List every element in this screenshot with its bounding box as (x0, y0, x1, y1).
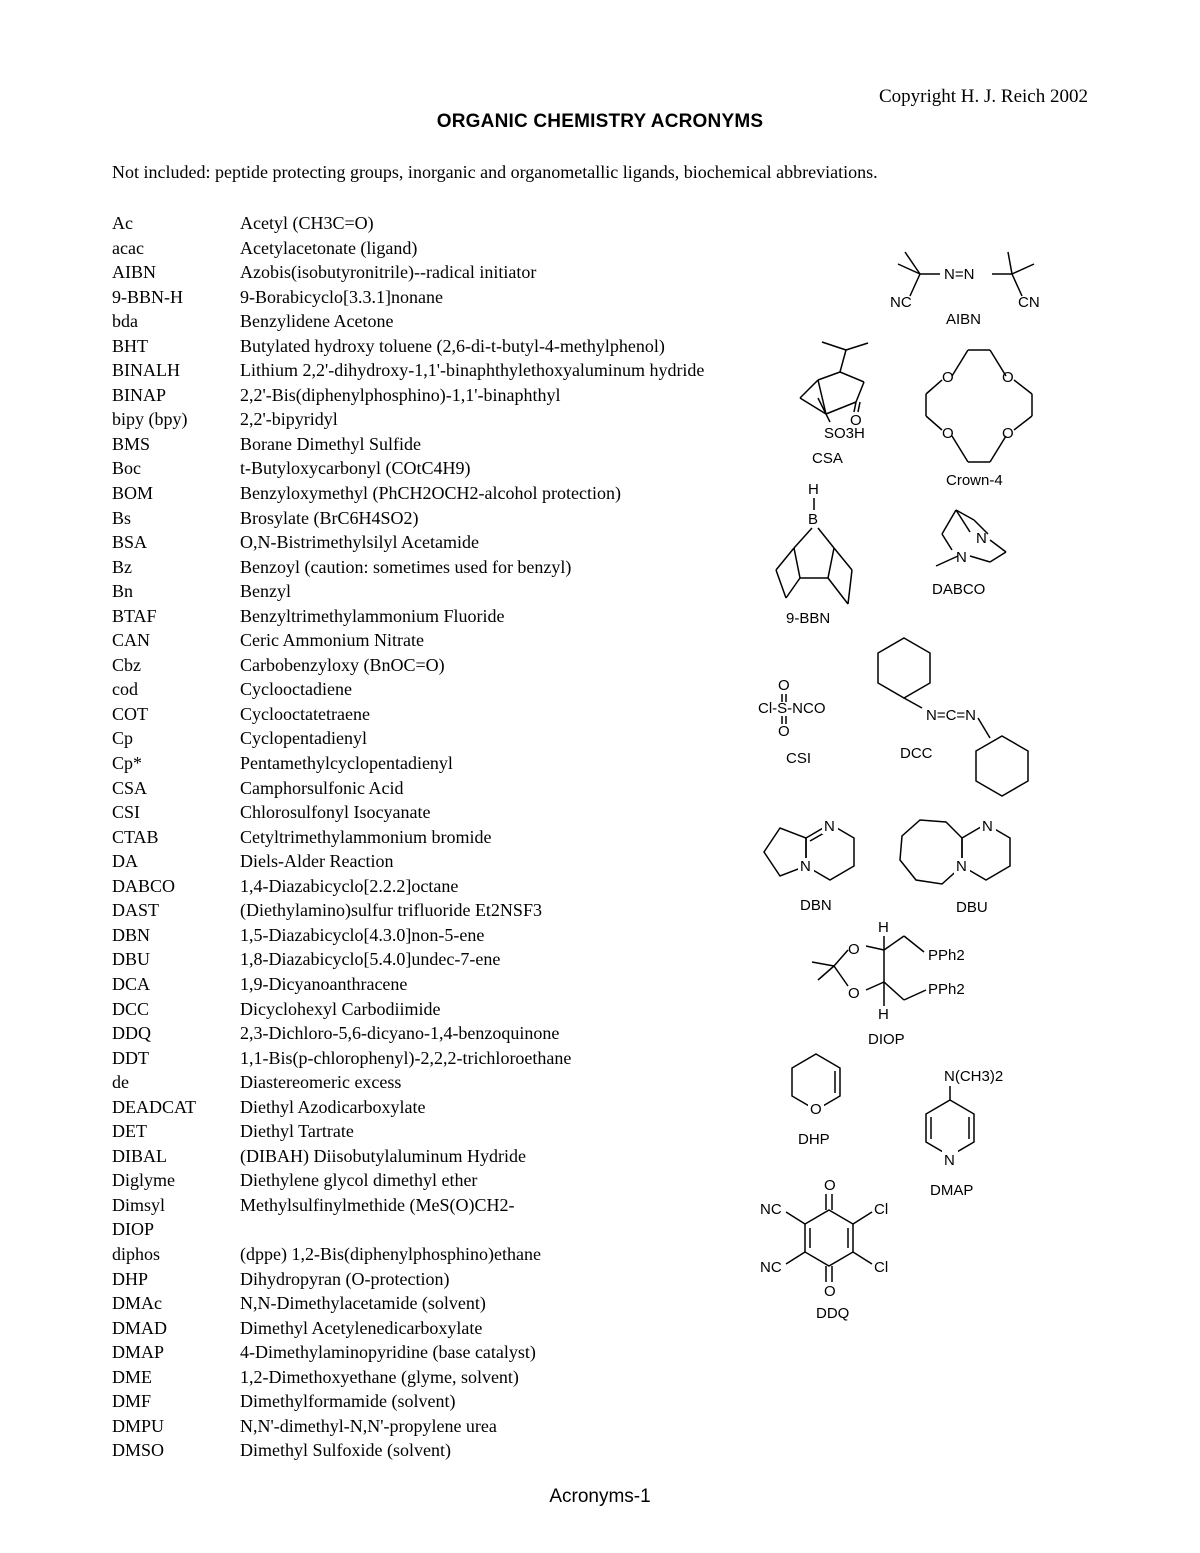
acronym-abbr: CSA (112, 777, 148, 798)
acronym-definition: Dimethyl Acetylenedicarboxylate (240, 1317, 483, 1338)
acronym-definition: 2,2'-bipyridyl (240, 409, 338, 430)
diop-h-top: H (878, 919, 889, 936)
dmap-caption: DMAP (930, 1182, 974, 1199)
bbn-b-label: B (808, 511, 819, 528)
acronym-definition: Diastereomeric excess (240, 1072, 402, 1093)
acronym-definition: Butylated hydroxy toluene (2,6-di-t-butyl-4-methylphenol) (240, 335, 665, 356)
acronym-abbr: DDQ (112, 1023, 151, 1044)
dbu-structure (900, 818, 1010, 916)
dbu-n2: N (956, 858, 967, 875)
diop-pph2-2: PPh2 (928, 981, 965, 998)
acronym-definition: Carbobenzyloxy (BnOC=O) (240, 654, 445, 675)
aibn-nc-label: NC (890, 294, 912, 311)
diop-caption: DIOP (868, 1031, 905, 1048)
csa-caption: CSA (812, 450, 843, 467)
aibn-caption: AIBN (946, 311, 982, 328)
acronym-abbr: Cbz (112, 654, 141, 675)
acronym-definition: 1,2-Dimethoxyethane (glyme, solvent) (240, 1366, 519, 1387)
acronym-definition: (DIBAH) Diisobutylaluminum Hydride (240, 1145, 526, 1166)
acronym-abbr: DMAc (112, 1293, 162, 1314)
crown-o2: O (1002, 369, 1014, 386)
page-footer: Acronyms-1 (549, 1486, 651, 1507)
acronym-definition: Diethylene glycol dimethyl ether (240, 1170, 478, 1191)
acronym-definition: Acetyl (CH3C=O) (240, 213, 374, 233)
acronym-abbr: de (112, 1072, 129, 1093)
acronym-abbr: DBU (112, 949, 151, 970)
crown-o4: O (1002, 425, 1014, 442)
ddq-caption: DDQ (816, 1305, 850, 1322)
acronym-definition: Benzoyl (caution: sometimes used for benzyl) (240, 556, 572, 577)
ddq-structure (760, 1177, 888, 1322)
acronym-abbr: Bs (112, 507, 132, 528)
acronym-definition: Dihydropyran (O-protection) (240, 1268, 450, 1289)
acronym-abbr: DBN (112, 924, 151, 945)
acronym-abbr: DHP (112, 1268, 149, 1289)
acronym-abbr: DAST (112, 900, 160, 921)
acronym-abbr: CAN (112, 630, 151, 651)
acronym-abbr: COT (112, 703, 148, 724)
acronym-abbr: Diglyme (112, 1170, 175, 1191)
acronym-definition: 1,5-Diazabicyclo[4.3.0]non-5-ene (240, 924, 485, 945)
ddq-nc-1: NC (760, 1201, 782, 1218)
acronym-definition: Borane Dimethyl Sulfide (240, 433, 421, 454)
acronym-abbr: DA (112, 851, 138, 872)
acronym-definition: Methylsulfinylmethide (MeS(O)CH2- (240, 1194, 515, 1215)
csi-structure (758, 677, 826, 767)
acronym-abbr: CSI (112, 802, 141, 823)
csa-so3h-label: SO3H (824, 425, 865, 442)
acronym-abbr: DCA (112, 973, 151, 994)
exclusion-note: Not included: peptide protecting groups, inorganic and organometallic ligands, biochemical abbreviations. (112, 162, 878, 182)
dbn-n1: N (824, 818, 835, 835)
acronym-abbr: Dimsyl (112, 1194, 166, 1215)
acronym-abbr: DMAD (112, 1317, 168, 1338)
acronym-definition: N,N-Dimethylacetamide (solvent) (240, 1293, 486, 1314)
acronym-definition: Diethyl Tartrate (240, 1121, 354, 1142)
acronym-abbr: DEADCAT (112, 1096, 196, 1117)
acronym-definition: Benzyl (240, 581, 291, 602)
acronym-definition: Ceric Ammonium Nitrate (240, 630, 424, 651)
diop-o2: O (848, 985, 860, 1002)
csa-structure (800, 342, 868, 467)
ddq-cl-2: Cl (874, 1259, 889, 1276)
diop-o1: O (848, 941, 860, 958)
copyright-line: Copyright H. J. Reich 2002 (879, 86, 1088, 107)
acronym-definition: Benzylidene Acetone (240, 311, 394, 332)
aibn-structure (890, 252, 1040, 328)
acronym-definition: Cyclopentadienyl (240, 728, 367, 749)
acronym-abbr: BINAP (112, 384, 167, 405)
dcc-structure (878, 638, 1028, 796)
dmap-nme2: N(CH3)2 (944, 1068, 1004, 1085)
acronym-abbr: 9-BBN-H (112, 286, 183, 307)
acronym-definition: Dimethylformamide (solvent) (240, 1391, 456, 1412)
ddq-o-top: O (824, 1177, 836, 1194)
acronym-abbr: DIOP (112, 1219, 155, 1240)
acronym-definition: Chlorosulfonyl Isocyanate (240, 802, 431, 823)
csi-o-top: O (778, 677, 790, 694)
acronym-abbr: diphos (112, 1243, 161, 1264)
acronym-abbr: Cp (112, 728, 134, 749)
acronym-abbr: BSA (112, 532, 148, 553)
acronym-definition: Cyclooctadiene (240, 679, 352, 700)
acronym-definition: 1,9-Dicyanoanthracene (240, 973, 408, 994)
acronym-definition: 1,4-Diazabicyclo[2.2.2]octane (240, 875, 459, 896)
dabco-structure (932, 510, 1006, 598)
page-title: ORGANIC CHEMISTRY ACRONYMS (436, 111, 764, 132)
acronym-abbr: acac (112, 237, 144, 258)
acronym-abbr: Bz (112, 556, 132, 577)
dmap-n: N (944, 1152, 955, 1169)
acronym-abbr: AIBN (112, 262, 156, 283)
acronym-abbr: DMF (112, 1391, 152, 1412)
acronym-abbr: BMS (112, 433, 151, 454)
acronym-definition: Brosylate (BrC6H4SO2) (240, 507, 419, 528)
dcc-ncn-label: N=C=N (926, 707, 977, 724)
csi-caption: CSI (786, 750, 812, 767)
acronym-definition: Dicyclohexyl Carbodiimide (240, 998, 441, 1019)
dcc-caption: DCC (900, 745, 933, 762)
acronym-definition: Benzyltrimethylammonium Fluoride (240, 605, 505, 626)
acronym-definition: N,N'-dimethyl-N,N'-propylene urea (240, 1415, 497, 1436)
csi-o-bottom: O (778, 723, 790, 740)
acronym-abbr: DMSO (112, 1440, 165, 1461)
acronym-abbr: BHT (112, 335, 148, 356)
acronym-abbr: DDT (112, 1047, 149, 1068)
ddq-cl-1: Cl (874, 1201, 889, 1218)
dabco-n2: N (956, 549, 967, 566)
crown-o3: O (942, 425, 954, 442)
dbu-caption: DBU (956, 899, 988, 916)
diop-pph2-1: PPh2 (928, 947, 965, 964)
acronym-definition: (Diethylamino)sulfur trifluoride Et2NSF3 (240, 900, 542, 921)
acronym-definition: 9-Borabicyclo[3.3.1]nonane (240, 286, 443, 307)
acronym-abbr: BINALH (112, 360, 180, 381)
acronym-abbr: DCC (112, 998, 150, 1019)
acronym-definition: Pentamethylcyclopentadienyl (240, 753, 453, 774)
dbn-caption: DBN (800, 897, 832, 914)
acronym-abbr: BOM (112, 483, 154, 504)
acronym-definition: 2,3-Dichloro-5,6-dicyano-1,4-benzoquinone (240, 1023, 560, 1044)
crown-caption: Crown-4 (946, 472, 1003, 489)
acronym-abbr: Ac (112, 213, 133, 233)
csa-oxygen-label: O (850, 412, 862, 429)
dhp-caption: DHP (798, 1131, 830, 1148)
acronym-definition: Acetylacetonate (ligand) (240, 237, 418, 258)
diop-structure (812, 919, 965, 1048)
aibn-azo-label: N=N (944, 266, 975, 283)
acronym-definition: Diethyl Azodicarboxylate (240, 1096, 426, 1117)
dhp-o: O (810, 1101, 822, 1118)
crown-o1: O (942, 369, 954, 386)
acronym-abbr: BTAF (112, 605, 157, 626)
acronym-abbr: Boc (112, 458, 141, 479)
dhp-structure (792, 1054, 840, 1148)
acronym-abbr: cod (112, 679, 138, 700)
acronym-abbr: Bn (112, 581, 134, 602)
acronym-definition: t-Butyloxycarbonyl (COtC4H9) (240, 458, 471, 479)
dabco-caption: DABCO (932, 581, 986, 598)
bbn-caption: 9-BBN (786, 610, 831, 627)
acronym-definition: 2,2'-Bis(diphenylphosphino)-1,1'-binaphthyl (240, 384, 561, 405)
aibn-cn-label: CN (1018, 294, 1040, 311)
dmap-structure (926, 1068, 1003, 1199)
acronym-definition: O,N-Bistrimethylsilyl Acetamide (240, 532, 479, 553)
acronym-definition: Lithium 2,2'-dihydroxy-1,1'-binaphthylethoxyaluminum hydride (240, 360, 705, 381)
acronym-abbr: DMAP (112, 1342, 165, 1363)
csi-formula: Cl-S-NCO (758, 700, 826, 717)
crown4-structure (926, 350, 1032, 489)
bbn-h-label: H (808, 481, 819, 498)
acronym-definition: Azobis(isobutyronitrile)--radical initiator (240, 262, 537, 283)
acronym-definition: 1,8-Diazabicyclo[5.4.0]undec-7-ene (240, 949, 501, 970)
acronym-abbr: DIBAL (112, 1145, 167, 1166)
acronym-abbr: CTAB (112, 826, 159, 847)
ddq-nc-2: NC (760, 1259, 782, 1276)
acronym-abbr: DET (112, 1121, 147, 1142)
acronym-definition: Benzyloxymethyl (PhCH2OCH2-alcohol protection) (240, 483, 621, 504)
acronym-definition: Camphorsulfonic Acid (240, 777, 404, 798)
acronym-abbr: bipy (bpy) (112, 409, 188, 430)
acronym-definition: Cyclooctatetraene (240, 703, 370, 724)
dbn-structure (764, 818, 854, 914)
diop-h-bottom: H (878, 1006, 889, 1023)
acronym-abbr: Cp* (112, 753, 143, 774)
acronym-abbr: DABCO (112, 875, 176, 896)
acronym-abbr: bda (112, 311, 138, 332)
acronym-abbr: DME (112, 1366, 152, 1387)
dabco-n1: N (976, 530, 987, 547)
acronym-definition: 1,1-Bis(p-chlorophenyl)-2,2,2-trichloroethane (240, 1047, 572, 1068)
ddq-o-bottom: O (824, 1283, 836, 1300)
acronym-definition: (dppe) 1,2-Bis(diphenylphosphino)ethane (240, 1243, 541, 1264)
acronym-definition: 4-Dimethylaminopyridine (base catalyst) (240, 1342, 536, 1363)
acronym-definition: Cetyltrimethylammonium bromide (240, 826, 492, 847)
acronym-abbr: DMPU (112, 1415, 165, 1436)
bbn-structure (776, 481, 852, 627)
acronym-definition: Dimethyl Sulfoxide (solvent) (240, 1440, 451, 1461)
dbu-n1: N (982, 818, 993, 835)
dbn-n2: N (800, 858, 811, 875)
acronym-definition: Diels-Alder Reaction (240, 851, 394, 872)
